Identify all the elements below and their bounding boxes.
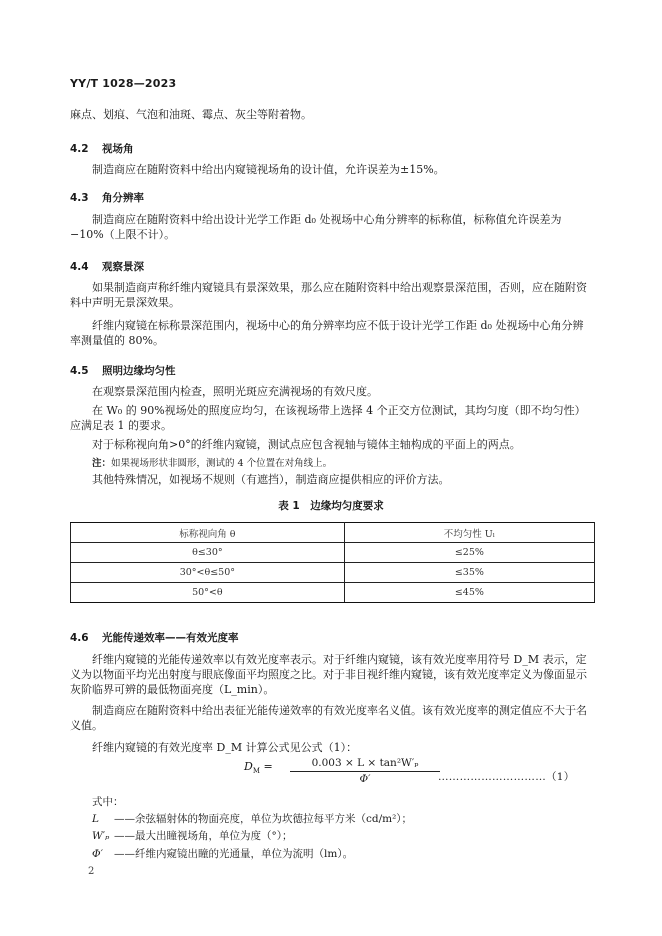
section-4-6-para-1: 纤维内窥镜的光能传递效率以有效光度率表示。对于纤维内窥镜，该有效光度率用符号 D_M 表示，定义为以物面平均光出射度与眼底像面平均照度之比。对于非目视纤维内窥镜，该有效光度率定义为像面显示灰阶临界可辨的最低物面亮度（L_min）。 <box>70 653 587 696</box>
table-header-row <box>71 523 595 543</box>
section-4-6-para-2: 制造商应在随附资料中给出表征光能传递效率的有效光度率名义值。该有效光度率的测定值应不大于名义值。 <box>70 704 587 732</box>
section-4-2-body: 制造商应在随附资料中给出内窥镜视场角的设计值，允许误差为±15%。 <box>92 163 445 176</box>
note-label: 注： <box>92 458 112 469</box>
section-title: 光能传递效率——有效光度率 <box>102 632 239 644</box>
formula-equals: = <box>263 760 273 773</box>
equation-number: …………………………（1） <box>438 771 575 783</box>
section-4-5-para-2: 在 W₀ 的 90%视场处的照度应均匀，在该视场带上选择 4 个正交方位测试，其均匀度（即不均匀性）应满足表 1 的要求。 <box>70 404 586 432</box>
table-header-cell: 不均匀性 Uₗ <box>344 523 594 543</box>
page-number: 2 <box>88 866 95 877</box>
section-4-3-body: 制造商应在随附资料中给出设计光学工作距 d₀ 处视场中心角分辨率的标称值，标称值允许误差为−10%（上限不计）。 <box>70 213 562 241</box>
symbol-definition <box>92 811 412 826</box>
section-title: 照明边缘均匀性 <box>102 365 176 377</box>
table-cell: 30°<θ≤50° <box>71 563 345 583</box>
table-cell: 50°<θ <box>71 583 345 603</box>
table-cell: ≤25% <box>344 543 594 563</box>
formula-lhs: $D_M$ = <box>244 760 273 776</box>
where-label: 式中： <box>92 796 124 808</box>
table-cell: ≤35% <box>344 563 594 583</box>
table-row <box>71 583 595 603</box>
symbol-definition <box>92 828 293 843</box>
note <box>92 455 332 469</box>
section-number: 4.2 <box>70 143 89 155</box>
symbol: W′ₚ <box>92 830 110 842</box>
section-4-5-para-4: 其他特殊情况，如视场不规则（有遮挡），制造商应提供相应的评价方法。 <box>92 473 450 486</box>
formula-fraction <box>290 757 440 785</box>
symbol-description: ——最大出瞳视场角，单位为度（°）； <box>114 830 293 842</box>
symbol-description: ——纤维内窥镜出瞳的光通量，单位为流明（lm）。 <box>114 848 354 860</box>
formula-lhs-subscript: M <box>252 767 260 776</box>
section-number: 4.5 <box>70 365 89 377</box>
table-header-cell: 标称视向角 θ <box>71 523 345 543</box>
section-title: 观察景深 <box>102 261 144 273</box>
uniformity-table <box>70 522 595 603</box>
section-number: 4.6 <box>70 632 89 644</box>
section-4-5-heading <box>70 363 176 378</box>
section-4-5-para-1: 在观察景深范围内检查，照明光斑应充满视场的有效尺度。 <box>92 385 378 398</box>
section-4-5-para-3: 对于标称视向角>0°的纤维内窥镜，测试点应包含视轴与镜体主轴构成的平面上的两点。 <box>92 438 521 451</box>
table-cell: ≤45% <box>344 583 594 603</box>
section-4-4-para-1: 如果制造商声称纤维内窥镜具有景深效果，那么应在随附资料中给出观察景深范围，否则，应在随附资料中声明无景深效果。 <box>70 281 587 309</box>
symbol: Φ′ <box>92 848 103 860</box>
section-4-4-para-2: 纤维内窥镜在标称景深范围内，视场中心的角分辨率均应不低于设计光学工作距 d₀ 处视场中心角分辨率测量值的 80%。 <box>70 319 584 347</box>
section-title: 角分辨率 <box>102 192 144 204</box>
section-4-4-heading <box>70 259 144 274</box>
intro-line: 麻点、划痕、气泡和油斑、霉点、灰尘等附着物。 <box>70 108 312 121</box>
section-number: 4.3 <box>70 192 89 204</box>
note-text: 如果视场形状非圆形，测试的 4 个位置在对角线上。 <box>111 458 333 469</box>
table-caption: 表 1 边缘均匀度要求 <box>278 500 384 512</box>
table-cell: θ≤30° <box>71 543 345 563</box>
section-4-6-para-3: 纤维内窥镜的有效光度率 D_M 计算公式见公式（1）： <box>92 741 358 754</box>
table-row <box>71 543 595 563</box>
symbol: L <box>92 813 99 825</box>
section-4-3-heading <box>70 190 144 205</box>
section-4-6-heading <box>70 630 239 645</box>
section-number: 4.4 <box>70 261 89 273</box>
symbol-definition <box>92 846 353 861</box>
formula-denominator: Φ′ <box>359 773 371 785</box>
standard-code: YY/T 1028—2023 <box>70 77 177 90</box>
formula-numerator: 0.003 × L × tan²W′ₚ <box>290 757 440 772</box>
section-title: 视场角 <box>102 143 134 155</box>
section-4-2-heading <box>70 141 134 156</box>
symbol-description: ——余弦辐射体的物面亮度，单位为坎德拉每平方米（cd/m²）； <box>114 813 413 825</box>
table-row <box>71 563 595 583</box>
